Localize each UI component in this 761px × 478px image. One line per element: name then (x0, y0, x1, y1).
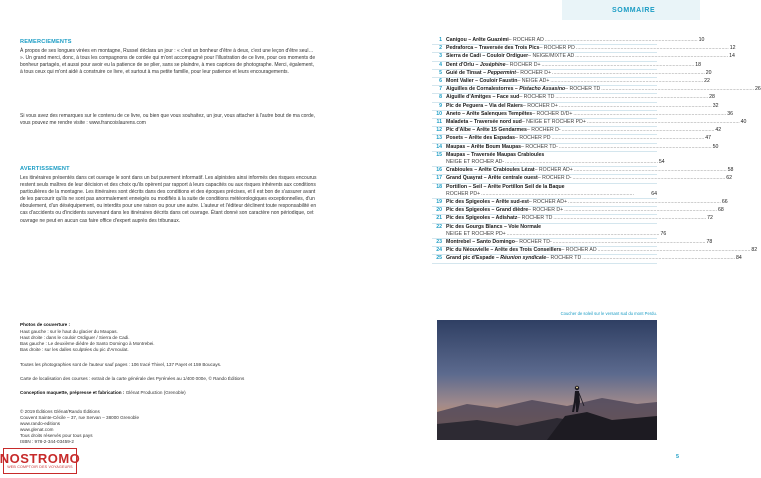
toc-item-number: 17 (436, 175, 442, 182)
toc-item-number: 1 (439, 37, 442, 43)
toc-item-number: 25 (436, 255, 442, 262)
toc-item-page: 20 (705, 69, 712, 76)
toc-item-title (446, 37, 509, 44)
toc-item-grade: – ROCHER AD+ (534, 167, 573, 174)
toc-item-title-text: Posets – Arête des Espadas (446, 135, 516, 142)
toc-item-grade: – ROCHER AD (508, 37, 544, 43)
toc-item-line (446, 167, 734, 174)
toc-item-line (446, 94, 715, 101)
toc-item[interactable] (432, 37, 705, 45)
toc-item-number: 10 (436, 110, 442, 117)
toc-item-grade: – ROCHER TD (517, 215, 553, 222)
toc-item-page: 68 (717, 207, 724, 214)
toc-item-title-italic: Réunion syndicale (500, 255, 547, 262)
page-number: 5 (676, 454, 679, 460)
toc-item-leader: .......................................................................................................... (601, 86, 755, 93)
toc-item-title (446, 224, 541, 231)
toc-item-line (446, 207, 724, 214)
toc-item-grade: – ROCHER TD (565, 86, 601, 93)
toc-item-line (446, 110, 733, 118)
toc-item-leader: .......................................................................................................... (552, 239, 706, 246)
toc-item-page: 42 (715, 127, 722, 134)
toc-item-grade: – NEIGE/MIXTE AD (528, 53, 575, 60)
toc-item[interactable] (432, 110, 733, 119)
toc-item-page: 10 (698, 37, 705, 43)
toc-item[interactable] (432, 223, 667, 239)
toc-item-page: 84 (735, 255, 742, 262)
toc-item-page: 28 (709, 94, 715, 101)
conception-label: Conception maquette, prépresse et fabrication : (20, 390, 125, 395)
toc-item-line (446, 215, 713, 222)
toc-item-grade: – NEIGE AD+ (517, 78, 550, 85)
cover-photo-line-4: Bas droite : sur les dalles sculptées du pic d'Arnoulat. (20, 347, 129, 352)
toc-item[interactable] (432, 135, 712, 143)
toc-item-title-text: Maupas – Traversée Maupas Crabioules (446, 151, 545, 158)
toc-item-title (446, 135, 515, 142)
toc-item-title-text: Maladeta – Traversée nord sud (446, 119, 522, 126)
toc-item-page: 76 (660, 230, 667, 237)
toc-item-number: 19 (436, 199, 442, 206)
toc-item-title-text: Aiguilles de Cornalestorres – (446, 86, 520, 93)
toc-item-grade: – ROCHER PD (539, 45, 575, 52)
toc-item-title (446, 167, 535, 174)
toc-item[interactable] (432, 69, 712, 78)
toc-item-page: 36 (727, 110, 733, 117)
toc-item-page: 82 (751, 247, 758, 254)
toc-item-title-text: Canigou – Arête Guazémi (446, 37, 509, 43)
toc-item-leader: .......................................................................................................... (564, 207, 717, 214)
toc-item-page: 14 (729, 53, 735, 60)
toc-item-grade: – ROCHER D+ (522, 102, 558, 109)
toc-item-leader: .......................................................................................................... (575, 45, 729, 52)
toc-item-line (446, 184, 657, 191)
toc-item-grade: – ROCHER D- (526, 127, 561, 134)
toc-item-number: 14 (436, 143, 442, 150)
toc-item[interactable] (432, 61, 702, 70)
toc-item-title (446, 175, 538, 182)
toc-item-leader: .......................................................................................................... (541, 61, 695, 68)
toc-item-title (446, 207, 528, 214)
conception-credits (20, 390, 320, 396)
toc-item-title-text: Grand pic d'Espade – (446, 255, 501, 262)
toc-item-page: 64 (651, 190, 657, 197)
toc-item-grade: – ROCHER AD+ (528, 199, 568, 206)
toc-item[interactable] (432, 167, 734, 175)
toc-item-line (446, 69, 712, 77)
toc-item-leader: .......................................................................................................... (553, 215, 707, 222)
toc-item-line (446, 135, 712, 142)
toc-item-title (446, 144, 521, 151)
toc-item-number: 20 (436, 207, 442, 214)
sunset-mountain-photo (437, 320, 657, 440)
toc-item-leader: .......................................................................................................... (506, 230, 660, 237)
toc-item-number: 13 (436, 135, 442, 142)
toc-item-leader: .......................................................................................................... (568, 199, 721, 206)
toc-item-page: 26 (755, 86, 761, 93)
toc-item[interactable] (432, 94, 715, 102)
toc-item-number: 18 (436, 183, 442, 190)
avertissement-heading: AVERTISSEMENT (20, 166, 70, 172)
imprint-line-4: www.glenat.com (20, 427, 54, 432)
toc-item-title-text: Pic de Peguera – Via del Raiers (446, 102, 523, 109)
toc-item-title-text: Portillon – Seil – Arête Portillon Seil de la Baque (446, 183, 565, 190)
toc-item[interactable] (432, 127, 722, 135)
toc-item[interactable] (432, 45, 736, 53)
toc-item-title (446, 184, 565, 191)
toc-item-grade: – ROCHER TD (519, 94, 555, 101)
toc-item[interactable] (432, 247, 758, 255)
toc-item-title (446, 215, 517, 222)
cover-photo-line-3: Bas gauche : Le deuxième dièdre de Santo Domingo à Montrebei. (20, 341, 155, 346)
toc-item-page: 32 (712, 102, 719, 109)
nostromo-logo (0, 448, 81, 474)
toc-item[interactable] (432, 207, 724, 215)
toc-item-line (446, 127, 722, 134)
toc-item-title-text: Mont Valier – Couloir Faustin (446, 78, 518, 85)
toc-item-grade: – NEIGE ET ROCHER PD+ (521, 119, 586, 126)
avertissement-paragraph: Les itinéraires présentés dans cet ouvrage le sont dans un but purement informatif. Les alpinistes ainsi informés des risques encourus restent seuls maîtres de leur décision et des choix qu'ils opèrent par rapport à leurs capacités ou aux risques inhérents aux conditions particulières de la montagne. Les itinéraires sont décrits dans des conditions et des époques précises, et il est bon de s'assurer avant de les parcourir qu'ils ne sont pas anormalement enneigés ou modifiés à la suite de conditions météorologiques exceptionnelles, d'un éboulement, d'un déséquipement, ou interdits pour une raison ou pour une autre. L'auteur et l'éditeur déclinent toute responsabilité en cas d'accidents ou d'incidents survenant dans les itinéraires décrits dans cet ouvrage. Étant donné son caractère non périodique, cet ouvrage ne peut en aucun cas faire office d'expert auprès des tribunaux. (20, 175, 317, 224)
remerciements-paragraph-1: À propos de ses longues virées en montagne, Russel déclara un jour : « c'est un bonheur d'être à deux, c'est une leçon d'être seul… ». Un grand merci, donc, à tous les compagnons de cordée qui m'ont accompagné pour l'illustration de ce livre, pour ces moments de bonheur partagés, et aussi pour avoir eu la patience de se plier, sans se plaindre, à mes caprices de photographe. Merci, également, à tous ceux qui m'ont aidé à construire ce livre, et surtout à ma petite famille, pour leur patience et leurs encouragements. (20, 48, 316, 76)
toc-item-title-text: Aneto – Arête Salenques Tempêtes (446, 110, 533, 117)
toc-item-line-2 (446, 191, 657, 198)
toc-item-grade: – ROCHER TD- (521, 143, 558, 150)
toc-item-title-text: Pic des Spigeoles – Arête sud-est (446, 199, 529, 206)
toc-item-line (446, 53, 735, 60)
toc-item-title-text: Dent d'Orlu – (446, 61, 480, 68)
toc-item-title (446, 86, 565, 93)
toc-item-line (446, 37, 705, 44)
toc-item-number: 9 (439, 102, 442, 109)
toc-item-number: 21 (436, 215, 442, 222)
toc-item-line (446, 45, 736, 52)
toc-item-page: 18 (695, 61, 702, 68)
toc-item-grade: – ROCHER D- (537, 175, 572, 182)
toc-item-leader: .......................................................................................................... (582, 255, 735, 262)
toc-item-leader: .......................................................................................................... (573, 167, 727, 174)
toc-item-line (446, 175, 733, 182)
toc-item[interactable] (432, 119, 747, 127)
toc-item-title-text: Pic des Spigeoles – Grand dièdre (446, 207, 529, 214)
toc-item[interactable] (432, 199, 728, 207)
toc-item-page: 22 (704, 78, 710, 85)
toc-item-page: 62 (726, 175, 733, 182)
toc-item-title-text: Pic d'Albe – Arête 15 Gendarmes (446, 127, 527, 134)
toc-item-title-text: Pic du Néouvielle – Arête des Trois Conseillers (446, 247, 562, 254)
toc-item-leader: .......................................................................................................... (561, 127, 715, 134)
toc-item-grade: ROCHER PD+ (446, 190, 481, 197)
toc-item-title (446, 111, 532, 118)
cover-photos-title: Photos de couverture : (20, 322, 71, 327)
toc-item-leader: .......................................................................................................... (555, 94, 709, 101)
cover-photo-line-1: Haut gauche : sur le haut du glacier du Maupas. (20, 329, 118, 334)
imprint-line-3: www.rando-editions (20, 421, 61, 426)
toc-item[interactable] (432, 184, 657, 199)
toc-item-title (446, 152, 544, 159)
toc-item-title-text: Guié de Tinsat – (446, 69, 488, 76)
toc-item-number: 11 (436, 119, 442, 126)
toc-item-line (446, 119, 747, 126)
map-credits: Carte de localisation des courses : extrait de la carte générale des Pyrénées au 1/400 000e, © Rando Éditions (20, 376, 245, 381)
toc-item-number: 6 (439, 78, 442, 85)
toc-item-line (446, 86, 761, 93)
toc-item-title-text: Aiguille d'Amitges – Face sud (446, 94, 520, 101)
toc-item-leader: .......................................................................................................... (481, 190, 634, 197)
toc-item-title (446, 127, 527, 134)
toc-item-title (446, 62, 505, 69)
toc-item-grade: – ROCHER D+ (515, 69, 551, 76)
toc-item-number: 23 (436, 239, 442, 246)
toc-item-leader: .......................................................................................................... (573, 110, 727, 117)
toc-item[interactable] (432, 239, 713, 247)
toc-item-title-italic: Peppermint (487, 69, 516, 76)
photo-credits: Toutes les photographies sont de l'auteur sauf pages : 106 tracé Thivel, 137 Payet et 159 Boucays. (20, 362, 222, 367)
table-of-contents (432, 37, 761, 264)
toc-item-number: 2 (439, 45, 442, 52)
imprint-line-6: ISBN : 978-2-344-03459-2 (20, 439, 74, 444)
toc-item[interactable] (432, 86, 761, 94)
toc-item[interactable] (432, 255, 742, 263)
toc-item-line (446, 247, 758, 254)
toc-item[interactable] (432, 53, 735, 61)
toc-item-line (446, 239, 713, 246)
remerciements-heading: REMERCIEMENTS (20, 39, 72, 45)
photo-illustration (437, 320, 657, 440)
toc-item-grade: – ROCHER PD (515, 135, 551, 142)
toc-item-grade: – ROCHER TD (546, 255, 582, 262)
logo-tagline: WEB COMPTOIR DES VOYAGEURS (7, 465, 73, 469)
toc-item-number: 16 (436, 167, 442, 174)
toc-item-line-2 (446, 230, 667, 238)
toc-item-line-2 (446, 159, 665, 166)
toc-item-title-text: Maupas – Arête Boum Maupas (446, 143, 522, 150)
toc-item-leader: .......................................................................................................... (572, 175, 726, 182)
toc-item-leader: .......................................................................................................... (558, 143, 712, 150)
imprint-line-2: Couvent Sainte-Cécile – 37, rue Servan – 38000 Grenoble (20, 415, 140, 420)
toc-item-leader: .......................................................................................................... (505, 159, 658, 166)
toc-item-page: 58 (727, 167, 734, 174)
toc-item-grade: NEIGE ET ROCHER PD+ (446, 230, 506, 237)
left-page (0, 0, 350, 478)
toc-item-title-italic: Pistacho Assasino (519, 86, 566, 93)
toc-item-title (446, 255, 546, 262)
toc-item-line (446, 78, 710, 85)
toc-item-number: 22 (436, 223, 442, 230)
toc-item-line (446, 143, 719, 151)
toc-item-number: 15 (436, 151, 442, 158)
toc-item-number: 5 (439, 69, 442, 76)
toc-item-leader: .......................................................................................................... (552, 69, 705, 76)
toc-item-title-text: Montrebel – Santo Domingo (446, 239, 515, 246)
toc-item-line (446, 102, 719, 110)
toc-item-title-text: Pic des Spigeoles – Adishatz (446, 215, 518, 222)
toc-item-leader: .......................................................................................................... (575, 53, 729, 60)
toc-item-title (446, 53, 528, 60)
toc-item-title (446, 239, 515, 246)
toc-item-grade: NEIGE ET ROCHER AD- (446, 159, 505, 166)
toc-item[interactable] (432, 151, 665, 167)
toc-item-title (446, 78, 517, 85)
toc-item-number: 24 (436, 247, 442, 254)
toc-item-page: 78 (706, 239, 713, 246)
toc-item-title (446, 70, 516, 77)
imprint-line-1: © 2019 Éditions Glénat/Rando Éditions (20, 409, 100, 414)
toc-item-page: 40 (740, 119, 747, 126)
toc-item-page: 72 (707, 215, 713, 222)
toc-item[interactable] (432, 215, 713, 223)
toc-item-title (446, 45, 539, 52)
photo-caption: Coucher de soleil sur le versant sud du mont Perdu. (560, 311, 657, 316)
toc-item[interactable] (432, 102, 719, 111)
toc-item-page: 50 (712, 143, 719, 150)
toc-item[interactable] (432, 78, 710, 86)
toc-item-page: 66 (721, 199, 728, 206)
toc-item-title-text: Sierra de Cadi – Couloir Ordiguer (446, 53, 529, 60)
toc-item-title (446, 247, 561, 254)
toc-item-line (446, 224, 657, 231)
toc-item-grade: – ROCHER AD (561, 247, 597, 254)
toc-item-leader: .......................................................................................................... (544, 37, 698, 43)
toc-item-line (446, 61, 702, 69)
conception-value: Glénat Production (Grenoble) (125, 390, 186, 395)
toc-item[interactable] (432, 175, 733, 183)
toc-item-title-text: Pic des Gourgs Blancs – Voie Normale (446, 223, 542, 230)
toc-item[interactable] (432, 143, 719, 152)
toc-item-grade: – ROCHER D/D+ (532, 110, 573, 117)
toc-item-line (446, 152, 657, 159)
toc-item-page: 47 (705, 135, 712, 142)
toc-item-title-text: Crabioules – Arête Crabioules Lézat (446, 167, 535, 174)
toc-item-number: 7 (439, 86, 442, 93)
toc-item-page: 54 (658, 159, 665, 166)
toc-item-leader: .......................................................................................................... (550, 78, 704, 85)
toc-item-title-italic: Joséphine (479, 61, 506, 68)
toc-item-title (446, 199, 529, 206)
toc-item-grade: – ROCHER D+ (528, 207, 564, 214)
toc-item-title-text: Grand Quayrat – Arête centrale ouest (446, 175, 538, 182)
toc-item-number: 8 (439, 94, 442, 101)
logo-wordmark: NOSTROMO (0, 451, 81, 466)
cover-photo-line-2: Haut droite : dans le couloir Ordiguer / Sierra de Cadi. (20, 335, 130, 340)
toc-item-number: 4 (439, 61, 442, 68)
toc-item-page: 12 (729, 45, 736, 52)
toc-item-line (446, 255, 742, 262)
toc-item-number: 3 (439, 53, 442, 60)
toc-item-number: 12 (436, 127, 442, 134)
toc-item-line (446, 199, 728, 206)
sommaire-heading: SOMMAIRE (612, 7, 656, 14)
toc-item-title (446, 94, 519, 101)
toc-item-grade: – ROCHER D+ (505, 61, 541, 68)
toc-item-grade: – ROCHER TD- (514, 239, 552, 246)
toc-item-leader: .......................................................................................................... (586, 119, 740, 126)
toc-item-title-text: Pedraforca – Traversée des Trois Pics (446, 45, 540, 52)
toc-item-leader: .......................................................................................................... (558, 102, 712, 109)
remerciements-paragraph-2: Si vous avez des remarques sur le contenu de ce livre, ou bien que vous souhaitez, un jour, vous attacher à l'autre bout de ma corde, vous pouvez me rendre visite : www.francoislaurens.com (20, 113, 316, 127)
toc-item-leader: .......................................................................................................... (551, 135, 705, 142)
toc-item-title (446, 103, 523, 110)
toc-item-leader: .......................................................................................................... (597, 247, 751, 254)
imprint-line-5: Tous droits réservés pour tous pays (20, 433, 93, 438)
toc-item-title (446, 119, 522, 126)
